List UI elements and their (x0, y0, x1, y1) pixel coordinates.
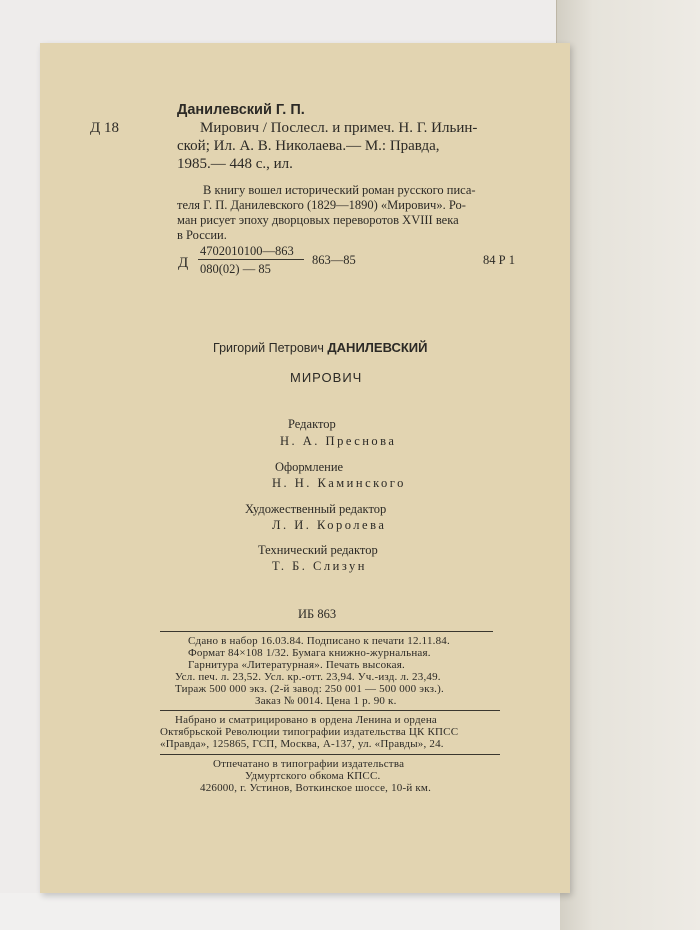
ib-number: ИБ 863 (298, 607, 337, 621)
annotation-line: в России. (177, 228, 227, 242)
biblio-line: ской; Ил. А. В. Николаева.— М.: Правда, (177, 138, 440, 154)
author-first-name (213, 340, 427, 355)
imprint-rule-bottom (160, 754, 500, 755)
author-surname: ДАНИЛЕВСКИЙ (327, 340, 428, 355)
credit-role: Редактор (288, 417, 336, 431)
adjacent-page (556, 0, 700, 930)
annotation-line: ман рисует эпоху дворцовых переворотов XVIII века (177, 213, 459, 227)
imprint-line: Гарнитура «Литературная». Печать высокая. (188, 659, 405, 671)
backdrop (0, 893, 560, 930)
credit-role: Технический редактор (258, 543, 378, 557)
credit-name: Т. Б. Слизун (272, 559, 367, 573)
typeset-line: Набрано и сматрицировано в ордена Ленина и ордена (175, 714, 438, 726)
imprint-rule-top (160, 631, 493, 632)
credit-role: Оформление (275, 460, 344, 474)
typeset-line: «Правда», 125865, ГСП, Москва, А-137, ул. «Правды», 24. (160, 738, 444, 750)
bbk-index: 84 Р 1 (483, 253, 515, 267)
book-title: МИРОВИЧ (290, 370, 363, 385)
credit-name: Н. А. Преснова (280, 434, 397, 448)
fraction-bar (198, 259, 304, 260)
credit-name: Н. Н. Каминского (272, 476, 406, 490)
printed-line: Удмуртского обкома КПСС. (245, 770, 381, 782)
imprint-line: Формат 84×108 1/32. Бумага книжно-журнальная. (188, 647, 431, 659)
printed-line: Отпечатано в типографии издательства (213, 758, 405, 770)
imprint-line: Тираж 500 000 экз. (2-й завод: 250 001 — 500 000 экз.). (175, 683, 444, 695)
imprint-line: Сдано в набор 16.03.84. Подписано к печати 12.11.84. (188, 635, 450, 647)
biblio-line: Мирович / Послесл. и примеч. Н. Г. Ильин- (200, 120, 478, 136)
fraction-top: 4702010100—863 (200, 244, 294, 258)
index-letter: Д (178, 255, 189, 271)
credit-name: Л. И. Королева (272, 518, 387, 532)
typeset-line: Октябрьской Революции типографии издательства ЦК КПСС (160, 726, 459, 738)
printed-line: 426000, г. Устинов, Воткинское шоссе, 10-й км. (200, 782, 432, 794)
book-page (40, 43, 570, 893)
fraction-suffix: 863—85 (312, 253, 356, 267)
catalog-code: Д 18 (90, 120, 119, 136)
imprint-line: Заказ № 0014. Цена 1 р. 90 к. (255, 695, 397, 707)
fraction-bottom: 080(02) — 85 (200, 262, 271, 276)
imprint-line: Усл. печ. л. 23,52. Усл. кр.-отт. 23,94. Уч.-изд. л. 23,49. (175, 671, 441, 683)
imprint-rule-middle (160, 710, 500, 711)
credit-role: Художественный редактор (245, 502, 387, 516)
author-given: Григорий Петрович (213, 341, 324, 355)
catalog-author: Данилевский Г. П. (177, 102, 305, 118)
annotation-line: В книгу вошел исторический роман русского писа- (203, 183, 476, 197)
biblio-line: 1985.— 448 с., ил. (177, 156, 293, 172)
annotation-line: теля Г. П. Данилевского (1829—1890) «Мирович». Ро- (177, 198, 466, 212)
